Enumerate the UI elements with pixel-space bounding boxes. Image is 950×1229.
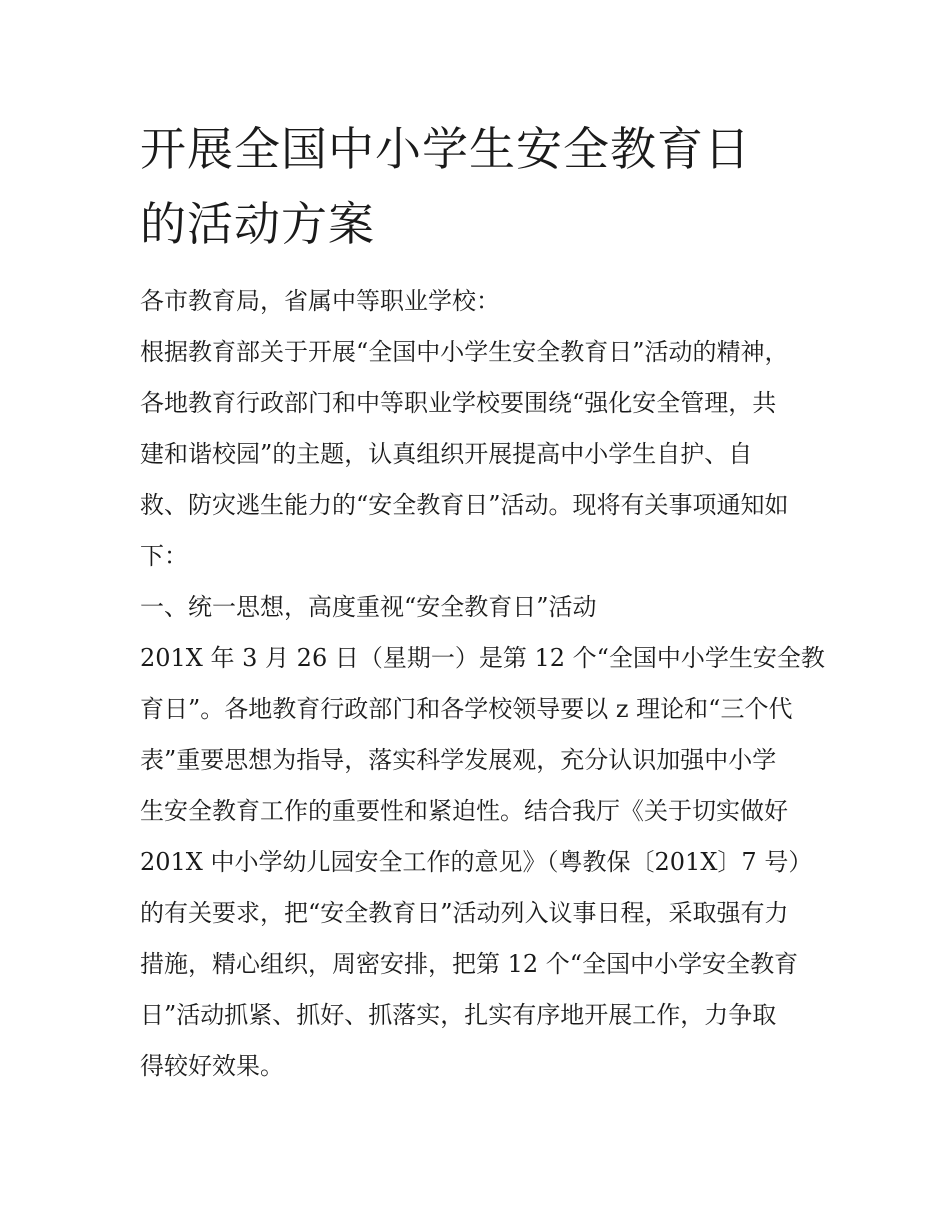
- document-title: [140, 112, 820, 262]
- body-line: 育日”。各地教育行政部门和各学校领导要以 z 理论和“三个代: [140, 695, 793, 723]
- body-line: 的有关要求，把“安全教育日”活动列入议事日程，采取强有力: [140, 899, 789, 927]
- title-line: 的活动方案: [140, 197, 375, 251]
- section-heading: 一、统一思想，高度重视“安全教育日”活动: [140, 593, 597, 621]
- body-line: 各地教育行政部门和中等职业学校要围绕“强化安全管理，共: [140, 389, 777, 417]
- document-body: [140, 276, 830, 1092]
- body-line: 措施，精心组织，周密安排，把第 12 个“全国中小学安全教育: [140, 950, 799, 978]
- body-line: 201X 中小学幼儿园安全工作的意见》（粤教保〔201X〕7 号）: [140, 848, 813, 876]
- salutation: 各市教育局，省属中等职业学校：: [140, 287, 500, 315]
- body-line: 生安全教育工作的重要性和紧迫性。结合我厅《关于切实做好: [140, 797, 788, 825]
- body-line: 表”重要思想为指导，落实科学发展观，充分认识加强中小学: [140, 746, 777, 774]
- body-line: 救、防灾逃生能力的“安全教育日”活动。现将有关事项通知如: [140, 491, 789, 519]
- body-line: 下：: [140, 542, 188, 570]
- body-line: 201X 年 3 月 26 日（星期一）是第 12 个“全国中小学生安全教: [140, 644, 825, 672]
- body-line: 根据教育部关于开展“全国中小学生安全教育日”活动的精神，: [140, 338, 789, 366]
- body-line: 建和谐校园”的主题，认真组织开展提高中小学生自护、自: [140, 440, 753, 468]
- body-line: 日”活动抓紧、抓好、抓落实，扎实有序地开展工作，力争取: [140, 1001, 777, 1029]
- title-line: 开展全国中小学生安全教育日: [140, 122, 751, 176]
- body-line: 得较好效果。: [140, 1052, 284, 1080]
